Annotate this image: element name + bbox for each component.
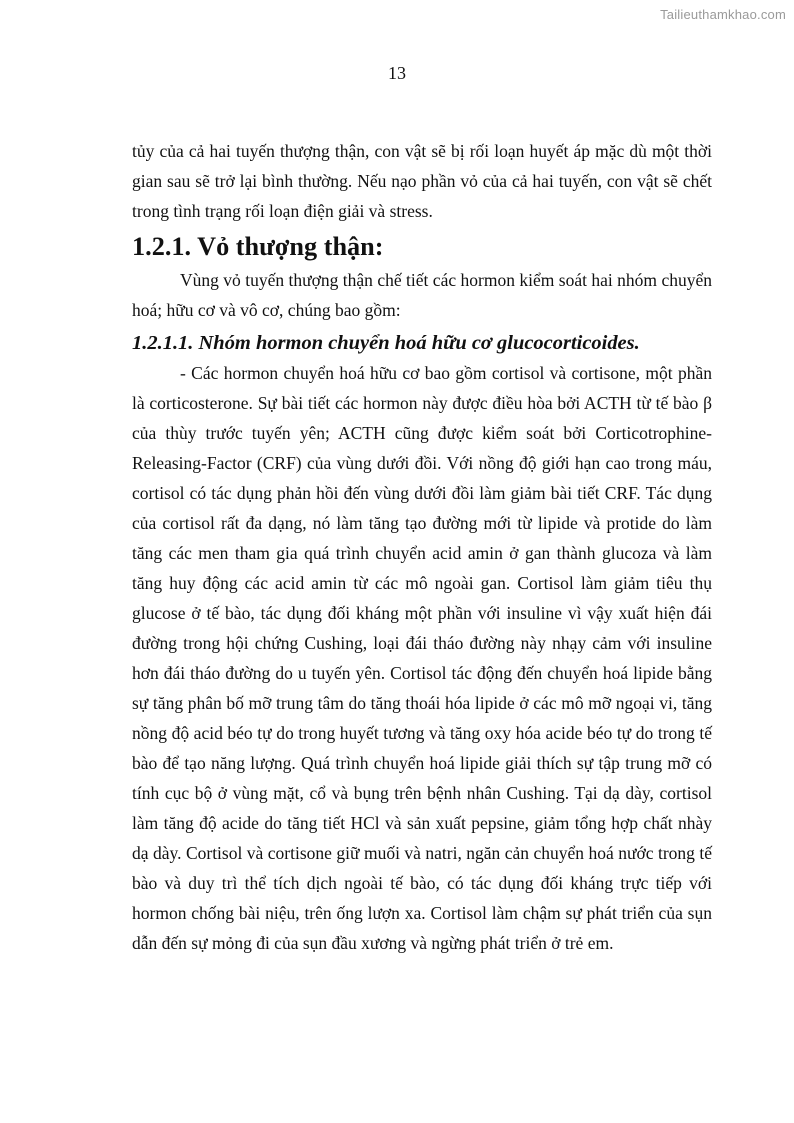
section-heading: 1.2.1. Vỏ thượng thận:	[132, 232, 384, 261]
section-paragraph: Vùng vỏ tuyến thượng thận chế tiết các hormon kiểm soát hai nhóm chuyển hoá; hữu cơ và vô cơ, chúng bao gồm:	[132, 270, 712, 320]
watermark: Tailieuthamkhao.com	[660, 7, 786, 22]
page-number: 13	[388, 63, 406, 83]
main-paragraph: - Các hormon chuyển hoá hữu cơ bao gồm cortisol và cortisone, một phần là corticosterone. Sự bài tiết các hormon này được điều hòa bởi ACTH từ tế bào β của thùy trước tuyến yên; ACTH cũng được kiểm soát bởi Corticotrophine-Releasing-Factor (CRF) của vùng dưới đồi. Với nồng độ giới hạn cao trong máu, cortisol có tác dụng phản hồi đến vùng dưới đồi làm giảm bài tiết CRF. Tác dụng của cortisol rất đa dạng, nó làm tăng tạo đường mới từ lipide và protide do làm tăng các men tham gia quá trình chuyển acid amin ở gan thành glucoza và làm tăng huy động các acid amin từ các mô ngoài gan. Cortisol làm giảm tiêu thụ glucose ở tế bào, tác dụng đối kháng một phần với insuline vì vậy xuất hiện đái đường trong hội chứng Cushing, loại đái tháo đường này nhạy cảm với insuline hơn đái tháo đường do u tuyến yên. Cortisol tác động đến chuyển hoá lipide bằng sự tăng phân bố mỡ trung tâm do tăng thoái hóa lipide ở các mô mỡ ngoại vi, tăng nồng độ acid béo tự do trong huyết tương và tăng oxy hóa acide béo tự do trong tế bào để tạo năng lượng. Quá trình chuyển hoá lipide giải thích sự tập trung mỡ có tính cục bộ ở vùng mặt, cổ và bụng trên bệnh nhân Cushing. Tại dạ dày, cortisol làm tăng độ acide do tăng tiết HCl và sản xuất pepsine, giảm tổng hợp chất nhày dạ dày. Cortisol và cortisone giữ muối và natri, ngăn cản chuyển hoá nước trong tế bào và duy trì thể tích dịch ngoài tế bào, có tác dụng đối kháng trực tiếp với hormon chống bài niệu, trên ống lượn xa. Cortisol làm chậm sự phát triển của sụn dẫn đến sự mỏng đi của sụn đầu xương và ngừng phát triển ở trẻ em.	[132, 363, 712, 953]
intro-paragraph: tủy của cả hai tuyến thượng thận, con vật sẽ bị rối loạn huyết áp mặc dù một thời gian sau sẽ trở lại bình thường. Nếu nạo phần vỏ của cả hai tuyến, con vật sẽ chết trong tình trạng rối loạn điện giải và stress.	[132, 141, 712, 221]
subsection-heading: 1.2.1.1. Nhóm hormon chuyển hoá hữu cơ glucocorticoides.	[132, 332, 640, 354]
document-body	[132, 136, 712, 958]
